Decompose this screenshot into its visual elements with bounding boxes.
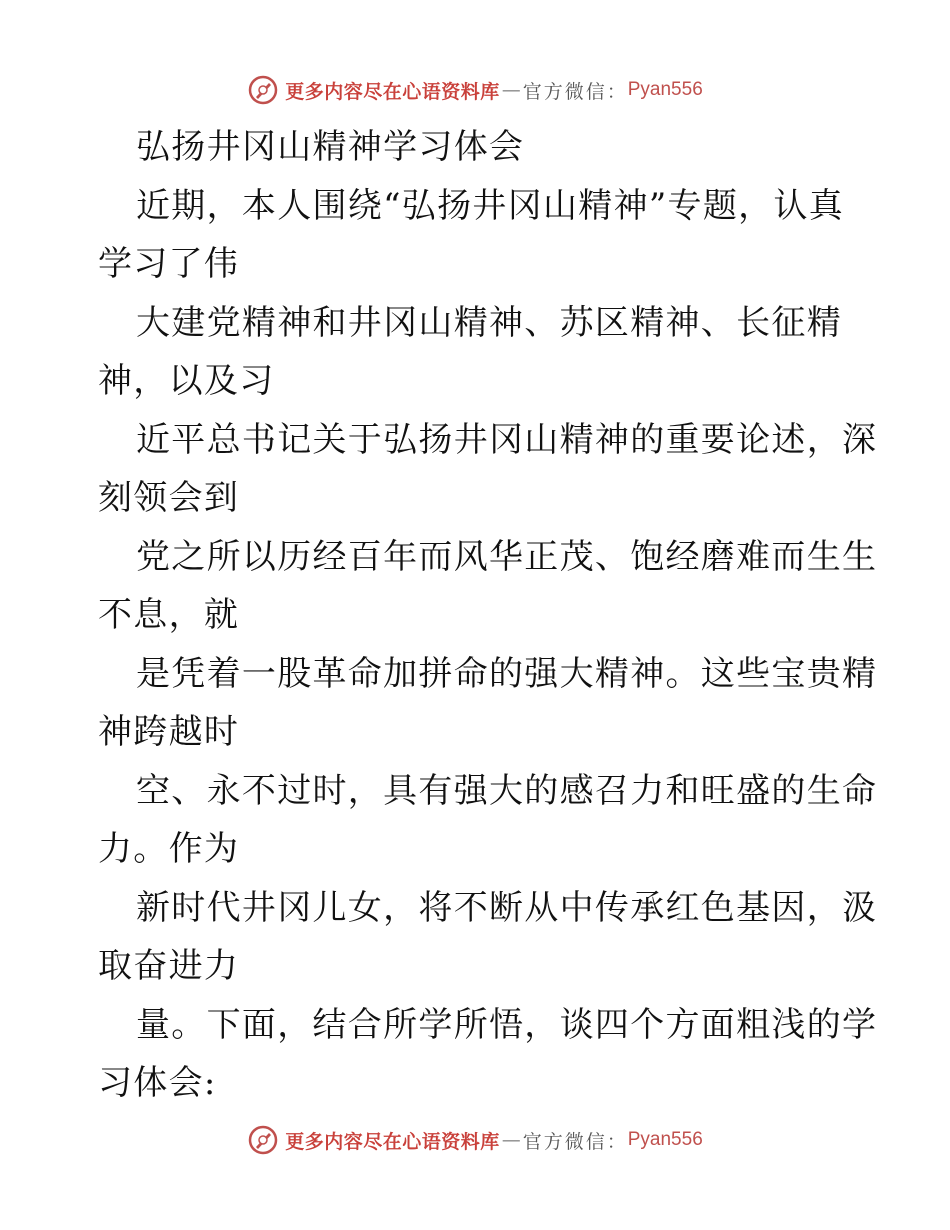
text-line: 学习了伟 — [98, 244, 240, 284]
text-line: 近平总书记关于弘扬井冈山精神的重要论述，深 — [136, 419, 878, 460]
text-line: 刻领会到 — [98, 478, 240, 518]
text-line: 是凭着一股革命加拼命的强大精神。这些宝贵精 — [136, 653, 878, 694]
document-body — [98, 118, 878, 1113]
text-line: 神跨越时 — [98, 712, 240, 752]
watermark-separator: — — [501, 1129, 521, 1151]
text-line: 大建党精神和井冈山精神、苏区精神、长征精 — [136, 302, 842, 343]
text-line: 党之所以历经百年而风华正茂、饱经磨难而生生 — [136, 536, 878, 577]
footer-watermark — [0, 1120, 950, 1160]
header-watermark — [0, 70, 950, 110]
watermark-wechat-id: Pyan556 — [627, 79, 703, 100]
text-line: 新时代井冈儿女，将不断从中传承红色基因，汲 — [136, 887, 878, 928]
text-line: 取奋进力 — [98, 946, 240, 986]
text-line: 习体会: — [98, 1063, 217, 1103]
watermark-label: 官方微信： — [522, 1130, 628, 1153]
document-title: 弘扬井冈山精神学习体会 — [136, 127, 525, 167]
watermark-wechat-id: Pyan556 — [627, 1129, 703, 1150]
watermark-separator: — — [501, 79, 521, 101]
text-line: 力。作为 — [98, 829, 240, 869]
text-line: 神，以及习 — [98, 361, 275, 401]
watermark-label: 官方微信： — [522, 80, 628, 103]
text-line: 近期，本人围绕“弘扬井冈山精神”专题，认真 — [136, 185, 845, 226]
quill-pen-logo-icon — [247, 1124, 279, 1156]
watermark-title: 更多内容尽在心语资料库 — [285, 1130, 500, 1153]
quill-pen-logo-icon — [247, 74, 279, 106]
text-line: 量。下面，结合所学所悟，谈四个方面粗浅的学 — [136, 1004, 878, 1045]
watermark-title: 更多内容尽在心语资料库 — [285, 80, 500, 103]
text-line: 不息，就 — [98, 595, 240, 635]
text-line: 空、永不过时，具有强大的感召力和旺盛的生命 — [136, 770, 878, 811]
